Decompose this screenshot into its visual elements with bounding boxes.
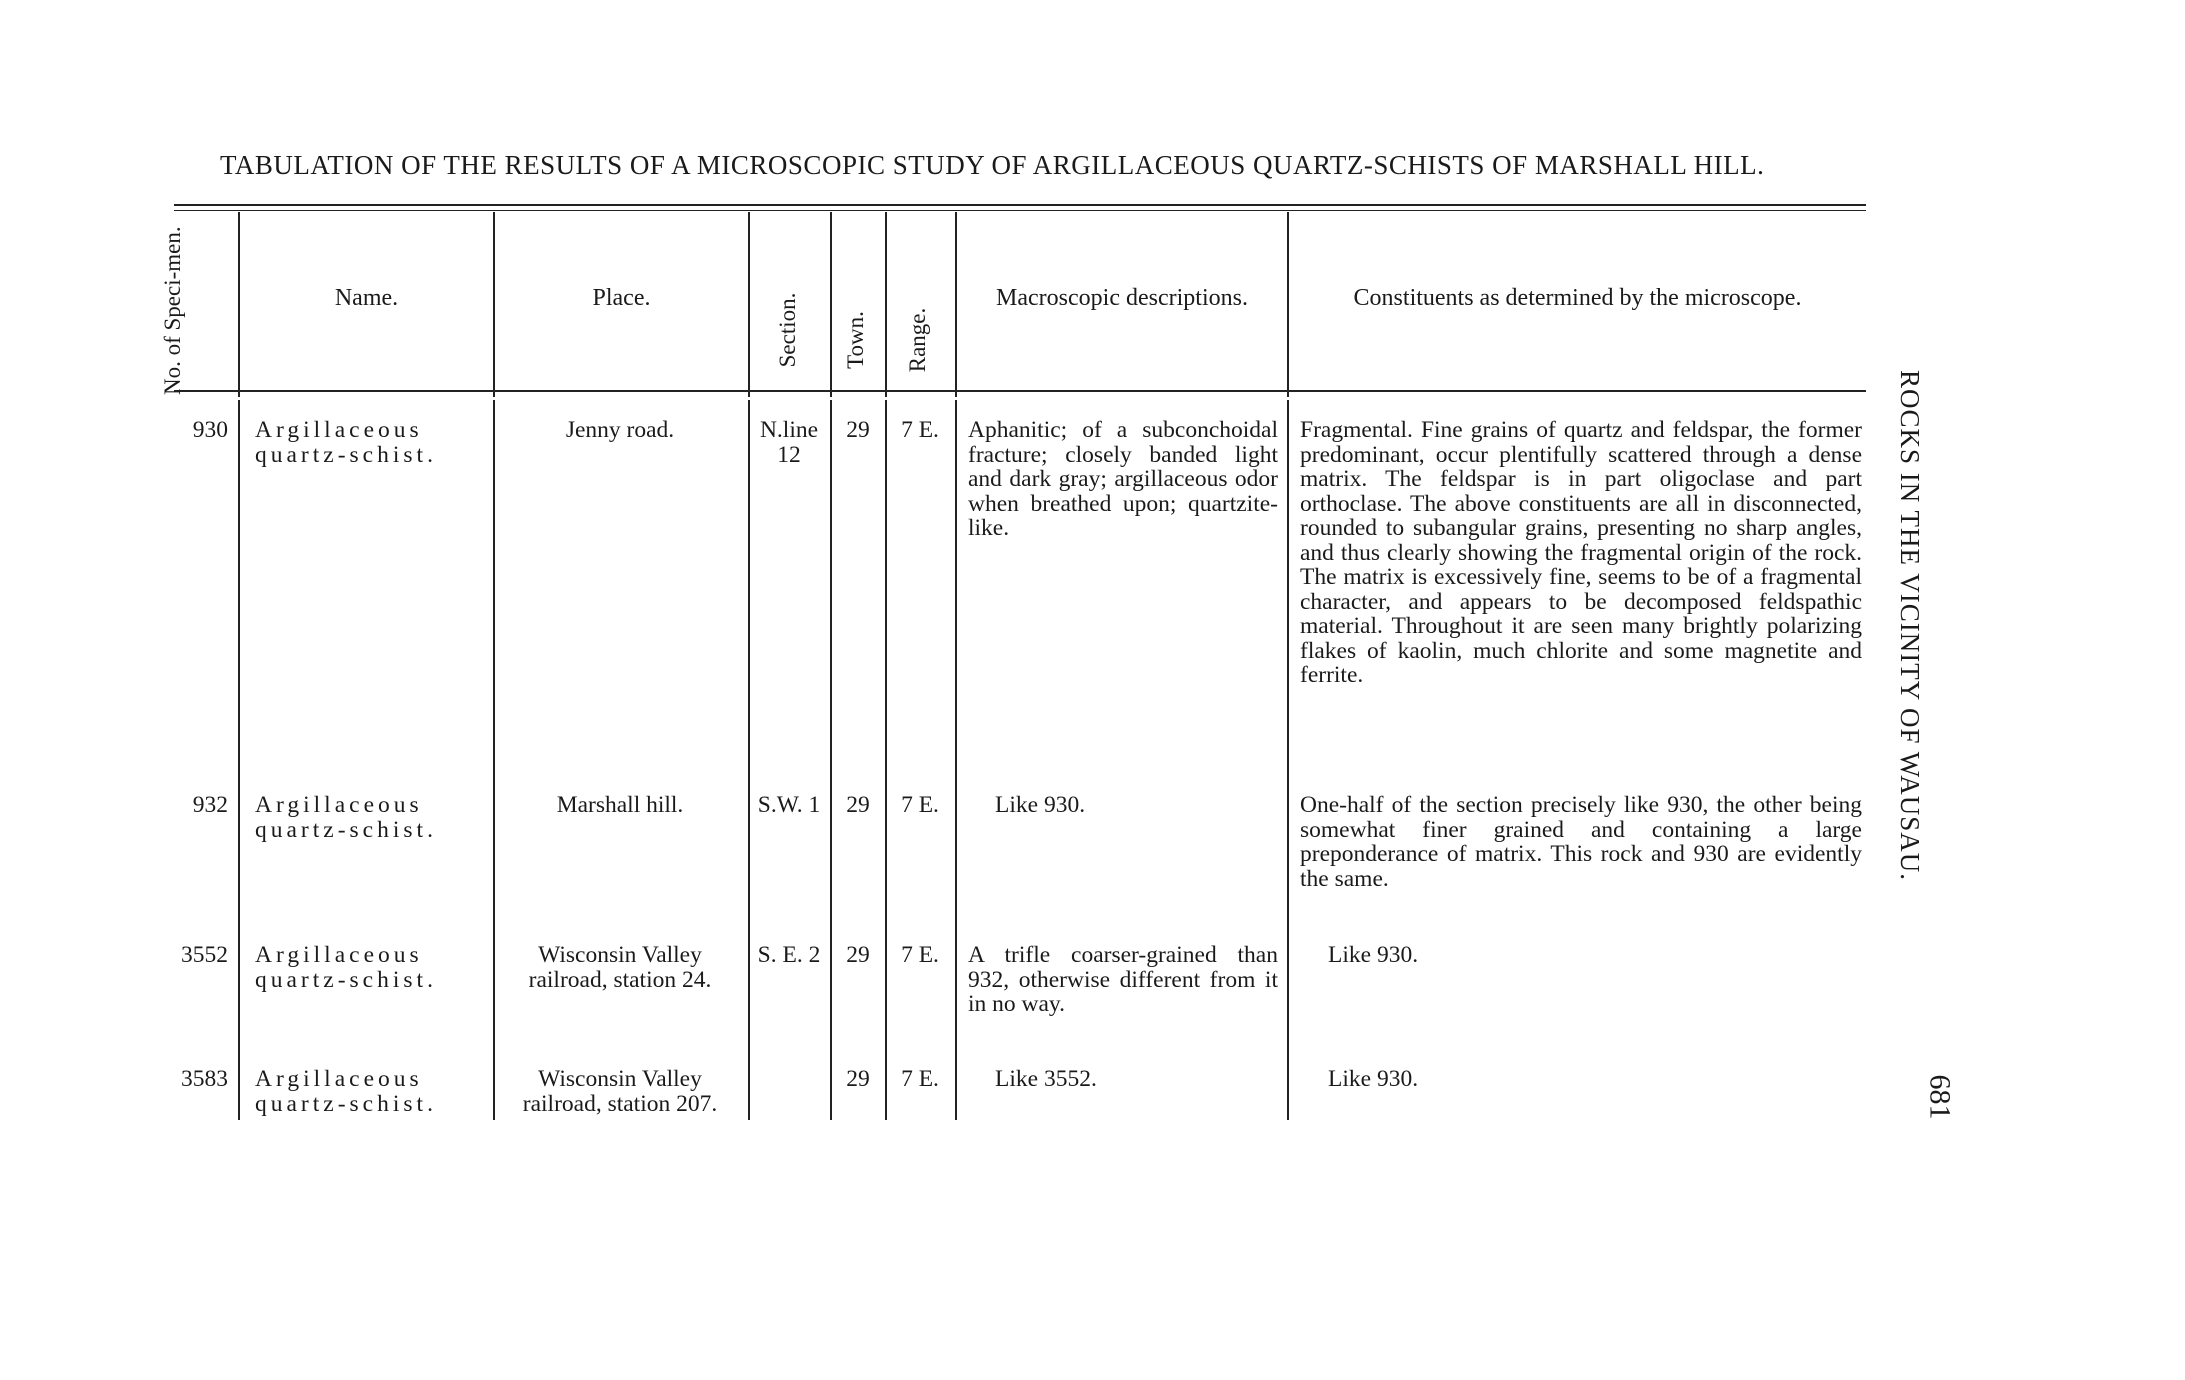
column-divider (885, 400, 887, 1120)
cell-specimen: 932 (192, 792, 228, 818)
header-specimen (160, 226, 220, 395)
cell-constituents: Like 930. (1328, 942, 1419, 968)
title-rule (174, 204, 1866, 211)
column-divider (1287, 400, 1289, 1120)
cell-town: 29 (846, 942, 870, 968)
cell-macroscopic: Aphanitic; of a subconchoidal fracture; closely banded light and dark gray; argillaceous odor when breathed upon; quartzite-like. (968, 417, 1278, 541)
column-divider (955, 400, 957, 1120)
cell-name: Argillaceous quartz-schist. (255, 1066, 437, 1117)
cell-specimen: 930 (192, 417, 228, 443)
cell-macroscopic: A trifle coarser-grained than 932, otherwise different from it in no way. (968, 942, 1278, 1017)
cell-name: Argillaceous quartz-schist. (255, 792, 437, 843)
header-macroscopic: Macroscopic descriptions. (996, 285, 1248, 311)
cell-place: Wisconsin Valley railroad, station 207. (522, 1066, 718, 1117)
cell-range: 7 E. (901, 792, 939, 818)
running-head: ROCKS IN THE VICINITY OF WAUSAU. (1895, 370, 1925, 882)
header-place: Place. (592, 285, 651, 311)
column-divider (885, 212, 887, 397)
cell-range: 7 E. (901, 417, 939, 443)
cell-specimen: 3552 (181, 942, 228, 968)
page-title: TABULATION OF THE RESULTS OF A MICROSCOPIC STUDY OF ARGILLACEOUS QUARTZ-SCHISTS OF MARSHALL HILL. (220, 150, 1765, 180)
cell-constituents: Like 930. (1328, 1066, 1419, 1092)
page-number: 681 (1923, 1074, 1957, 1120)
cell-range: 7 E. (901, 942, 939, 968)
cell-constituents: Fragmental. Fine grains of quartz and feldspar, the former predominant, occur plentifully scattered through a dense matrix. The feldspar is in part oligoclase and part orthoclase. The above constituents are all in disconnected, rounded to subangular grains, presenting no sharp angles, and thus clearly showing the fragmental origin of the rock. The matrix is excessively fine, seems to be of a fragmental character, and appears to be decomposed feldspathic material. Throughout it are seen many brightly polarizing flakes of kaolin, much chlorite and some magnetite and ferrite. (1300, 417, 1862, 688)
header-name: Name. (334, 285, 399, 311)
header-section: Section. (775, 292, 800, 368)
column-divider (830, 212, 832, 397)
cell-place: Wisconsin Valley railroad, station 24. (528, 942, 712, 993)
column-divider (493, 400, 495, 1120)
cell-section: S.W. 1 (757, 792, 821, 818)
cell-constituents: One-half of the section precisely like 930, the other being somewhat finer grained and containing a large preponderance of matrix. This rock and 930 are evidently the same. (1300, 792, 1862, 892)
cell-town: 29 (846, 417, 870, 443)
column-divider (830, 400, 832, 1120)
cell-place: Jenny road. (565, 417, 675, 443)
header-specimen-label: No. of Speci-men. (160, 226, 185, 395)
header-separator (174, 390, 1866, 392)
cell-town: 29 (846, 1066, 870, 1092)
cell-specimen: 3583 (181, 1066, 228, 1092)
cell-place: Marshall hill. (556, 792, 684, 818)
cell-range: 7 E. (901, 1066, 939, 1092)
cell-section: S. E. 2 (757, 942, 821, 968)
cell-name: Argillaceous quartz-schist. (255, 942, 437, 993)
header-range: Range. (905, 307, 930, 373)
column-divider (748, 400, 750, 1120)
cell-section: N.line 12 (759, 417, 819, 468)
cell-name: Argillaceous quartz-schist. (255, 417, 437, 468)
header-constituents: Constituents as determined by the microscope. (1353, 285, 1802, 311)
cell-town: 29 (846, 792, 870, 818)
column-divider (748, 212, 750, 397)
column-divider (238, 400, 240, 1120)
cell-macroscopic: Like 3552. (995, 1066, 1097, 1092)
cell-macroscopic: Like 930. (995, 792, 1086, 818)
header-town: Town. (843, 311, 868, 369)
